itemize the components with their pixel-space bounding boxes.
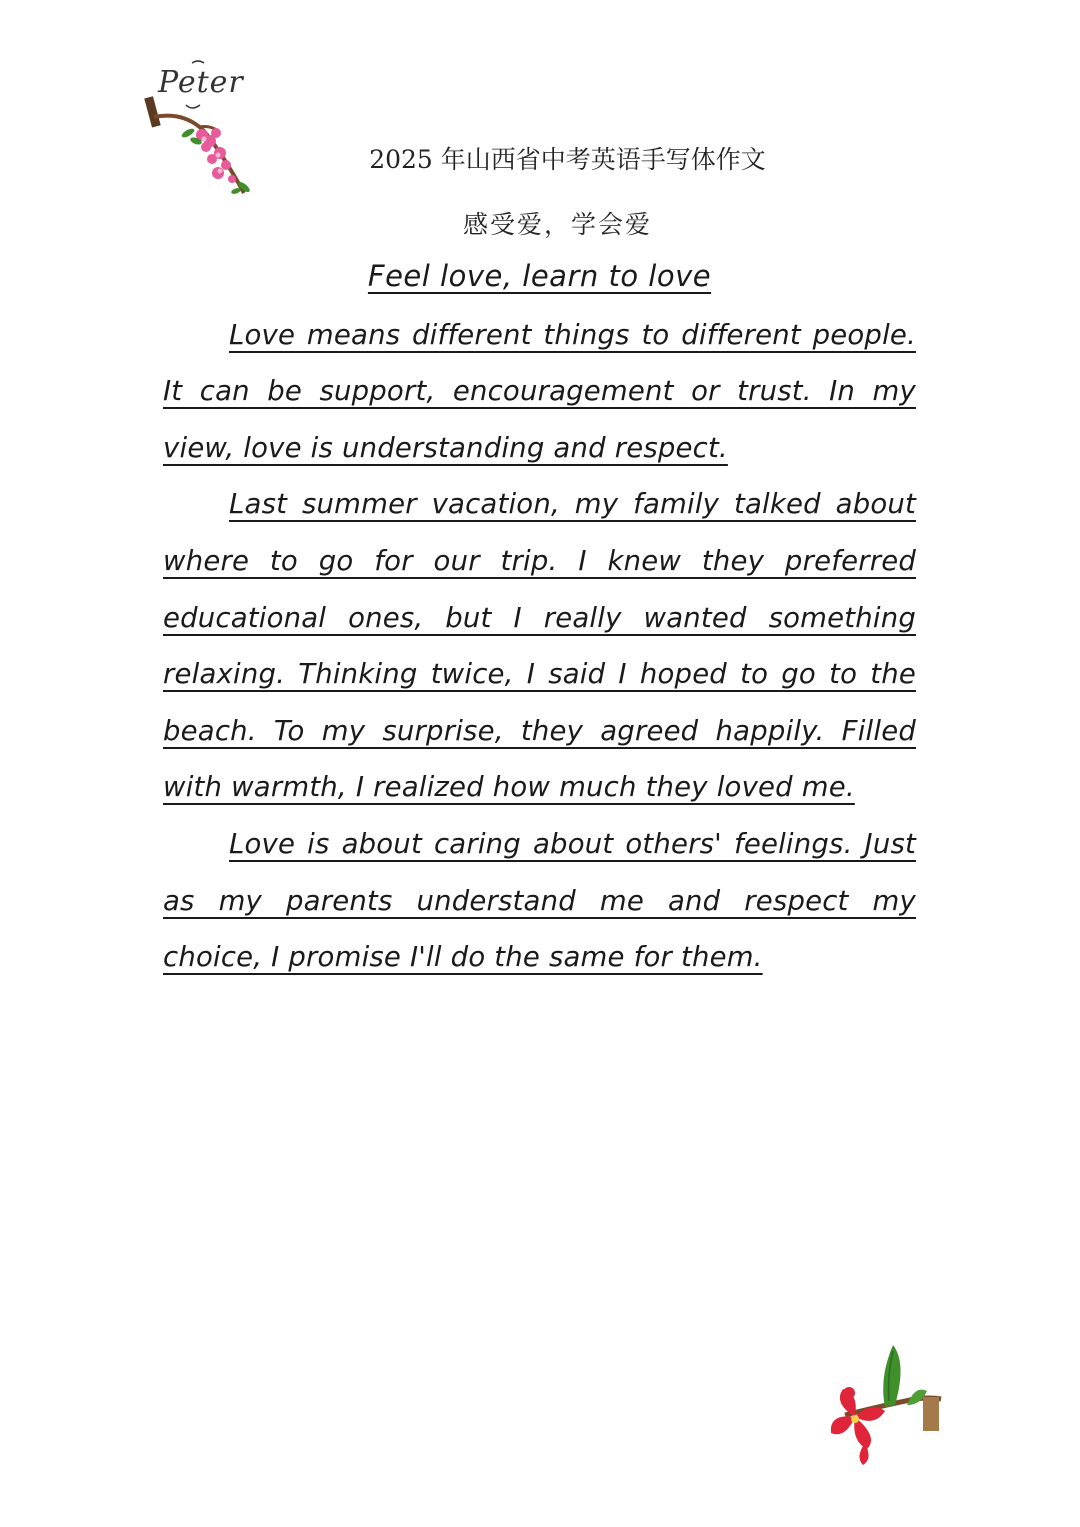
flower-decoration: [825, 1335, 950, 1470]
red-flower-icon: [825, 1335, 950, 1470]
essay-paragraph-1: [163, 307, 916, 477]
page-subtitle: 感受爱，学会爱: [462, 210, 652, 239]
paragraph-text: Last summer vacation, my family talked about where to go for our trip. I knew they preferred educational ones, but I really wanted something relaxing. Thinking twice, I said I hoped to go to the beach. To my surprise, they agreed happily. Filled with warmth, I realized how much they loved me.: [163, 488, 916, 804]
peter-logo: [140, 55, 260, 205]
essay-paragraph-2: [163, 476, 916, 816]
essay-title: [163, 250, 916, 307]
essay-paragraph-3: [163, 816, 916, 986]
essay-title-text: Feel love, learn to love: [367, 259, 712, 293]
paragraph-text: Love is about caring about others' feelings. Just as my parents understand me and respect my choice, I promise I'll do the same for them.: [163, 827, 916, 974]
essay: [163, 250, 916, 986]
paragraph-text: Love means different things to different people. It can be support, encouragement or trust. In my view, love is understanding and respect.: [163, 318, 916, 464]
page-title: 2025 年山西省中考英语手写体作文: [369, 145, 766, 174]
logo-signature: Peter: [158, 65, 244, 100]
